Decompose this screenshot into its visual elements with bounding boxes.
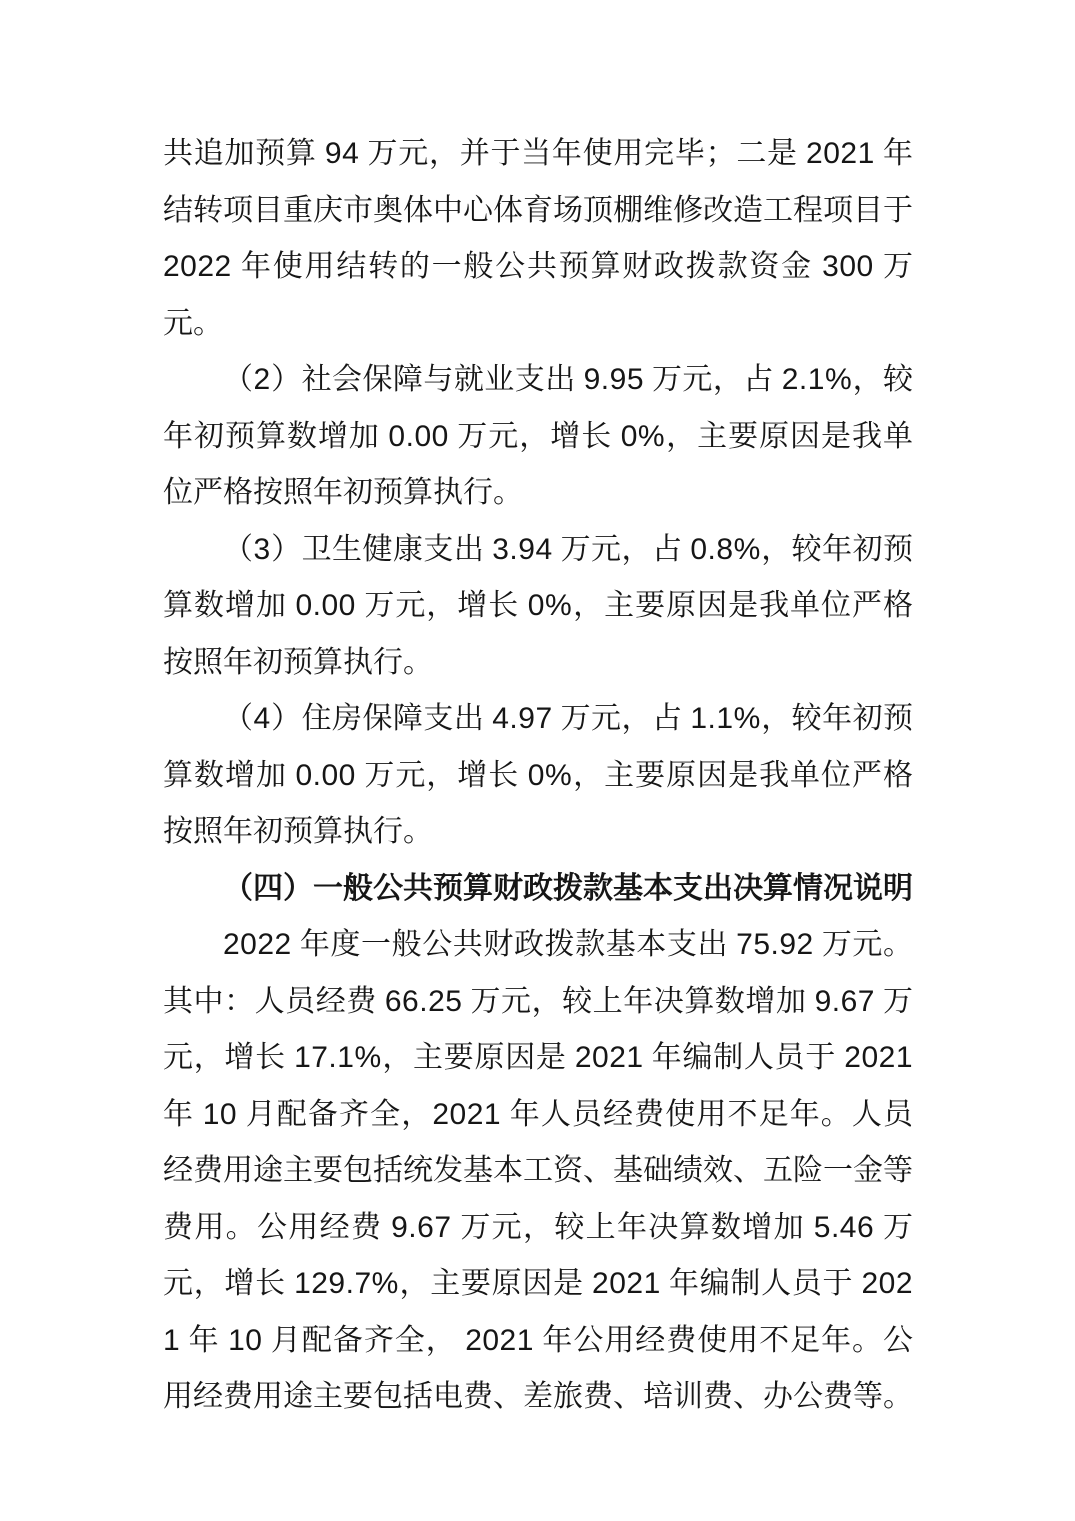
numeric-text: 5.46 — [813, 1210, 875, 1244]
numeric-text: 2021 — [844, 1041, 914, 1074]
numeric-text: 0.00 — [388, 419, 449, 453]
numeric-text: 1.1% — [690, 702, 761, 735]
numeric-text: 75.92 — [736, 928, 814, 961]
numeric-text: 2021 — [574, 1041, 644, 1074]
numeric-text: 10 — [202, 1097, 238, 1131]
numeric-text: 2021 — [592, 1267, 661, 1300]
numeric-text: 0.00 — [295, 758, 356, 792]
section-4-heading: （四）一般公共预算财政拨款基本支出决算情况说明 — [223, 871, 913, 905]
numeric-text: 66.25 — [384, 984, 463, 1018]
numeric-text: 2.1% — [781, 363, 853, 396]
numeric-text: 3 — [253, 532, 271, 566]
numeric-text: 0% — [527, 589, 573, 622]
numeric-text: 17.1% — [294, 1041, 382, 1074]
paragraph-item-2-social-security: （2）社会保障与就业支出 9.95 万元，占 2.1%，较年初预算数增加 0.00 万元，增长 0%，主要原因是我单位严格按照年初预算执行。 — [163, 363, 914, 509]
numeric-text: 2021 — [163, 1267, 914, 1357]
paragraph-basic-expenditure: 2022 年度一般公共财政拨款基本支出 75.92 万元。其中：人员经费 66.25 万元，较上年决算数增加 9.67 万元，增长 17.1%，主要原因是 2021 年编制人员于 2021 年 10 月配备齐全，2021 年人员经费使用不足年。人员经费用途主要包括统发基本工资、基础绩效、五险一金等费用。公用经费 9.67 万元，较上年决算数增加 5.46 万元，增长 129.7%，主要原因是 2021 年编制人员于 2021 年 10 月配备齐全， 2021 年公用经费使用不足年。公用经费用途主要包括电费、差旅费、培训费、办公费等。 — [163, 928, 914, 1413]
numeric-text: 9.67 — [391, 1210, 452, 1244]
numeric-text: 2021 — [432, 1097, 502, 1131]
numeric-text: 0% — [527, 758, 573, 792]
numeric-text: 0.8% — [690, 532, 761, 566]
numeric-text: 2021 — [806, 137, 875, 170]
numeric-text: 2022 — [163, 250, 232, 283]
numeric-text: 0% — [620, 419, 666, 453]
numeric-text: 94 — [324, 137, 360, 170]
paragraph-continuation: 共追加预算 94 万元，并于当年使用完毕；二是 2021 年结转项目重庆市奥体中心体育场顶棚维修改造工程项目于 2022 年使用结转的一般公共预算财政拨款资金 300 万元。 — [163, 137, 914, 340]
numeric-text: 9.67 — [814, 984, 875, 1018]
numeric-text: 2021 — [465, 1323, 534, 1357]
numeric-text: 300 — [822, 250, 874, 283]
numeric-text: 9.95 — [583, 363, 644, 396]
numeric-text: 2 — [253, 363, 271, 396]
paragraph-item-4-housing: （4）住房保障支出 4.97 万元，占 1.1%，较年初预算数增加 0.00 万元，增长 0%，主要原因是我单位严格按照年初预算执行。 — [163, 702, 914, 848]
numeric-text: 4.97 — [492, 702, 553, 735]
numeric-text: 10 — [228, 1323, 263, 1357]
numeric-text: 2022 — [223, 928, 292, 961]
document-text-block — [163, 126, 913, 1426]
paragraph-item-3-health: （3）卫生健康支出 3.94 万元，占 0.8%，较年初预算数增加 0.00 万元，增长 0%，主要原因是我单位严格按照年初预算执行。 — [163, 532, 914, 679]
numeric-text: 0.00 — [295, 589, 356, 622]
numeric-text: 129.7% — [294, 1267, 399, 1300]
numeric-text: 4 — [253, 702, 271, 735]
numeric-text: 3.94 — [492, 532, 553, 566]
